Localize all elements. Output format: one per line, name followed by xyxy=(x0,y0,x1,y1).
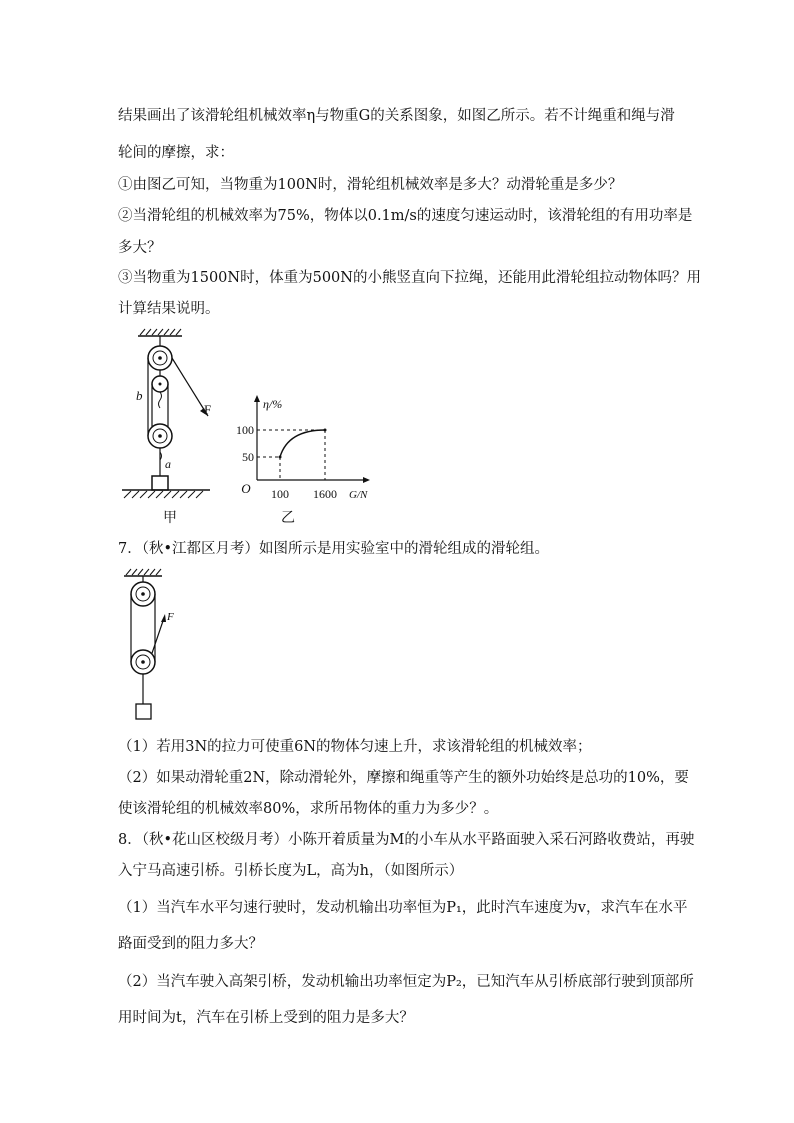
x-tick-1600: 1600 xyxy=(313,487,337,501)
x-tick-100: 100 xyxy=(271,487,289,501)
figure-yi-efficiency-graph xyxy=(228,390,378,530)
q7-part-2-line-2: 使该滑轮组的机械效率80%，求所吊物体的重力为多少？。 xyxy=(118,801,499,817)
data-point-100 xyxy=(279,456,282,459)
data-point-1600 xyxy=(324,429,327,432)
origin-label: O xyxy=(241,481,251,496)
x-axis-label: G/N xyxy=(349,489,368,501)
label-F: F xyxy=(204,402,212,417)
label-b: b xyxy=(136,388,143,403)
q6-part-2-line-1: ②当滑轮组的机械效率为75%，物体以0.1m/s的速度匀速运动时，该滑轮组的有用功率是 xyxy=(118,208,693,224)
y-axis-label: η/% xyxy=(263,397,283,411)
q7-title: 7．（秋•江都区月考）如图所示是用实验室中的滑轮组成的滑轮组。 xyxy=(118,541,550,557)
q6-text-line-2: 轮间的摩擦，求： xyxy=(118,145,234,161)
label-F-q7: F xyxy=(167,611,174,623)
q6-part-3-line-1: ③当物重为1500N时，体重为500N的小熊竖直向下拉绳，还能用此滑轮组拉动物体吗？用 xyxy=(118,270,701,286)
figure-jia-pulley-system xyxy=(118,328,218,528)
label-a: a xyxy=(165,457,171,471)
q6-part-3-line-2: 计算结果说明。 xyxy=(118,301,220,317)
q8-part-2-line-2: 用时间为t，汽车在引桥上受到的阻力是多大？ xyxy=(118,1010,414,1026)
caption-yi: 乙 xyxy=(281,511,295,526)
q8-part-1-line-1: （1）当汽车水平匀速行驶时，发动机输出功率恒为P₁，此时汽车速度为v，求汽车在水平 xyxy=(118,900,688,916)
q6-text-line-1: 结果画出了该滑轮组机械效率η与物重G的关系图象，如图乙所示。若不计绳重和绳与滑 xyxy=(118,108,675,124)
efficiency-curve xyxy=(280,430,325,457)
y-tick-50: 50 xyxy=(242,450,254,464)
q7-part-2-line-1: （2）如果动滑轮重2N，除动滑轮外，摩擦和绳重等产生的额外功始终是总功的10%，要 xyxy=(118,770,689,786)
q8-part-2-line-1: （2）当汽车驶入高架引桥，发动机输出功率恒定为P₂，已知汽车从引桥底部行驶到顶部所 xyxy=(118,974,694,990)
caption-jia: 甲 xyxy=(163,511,177,526)
q7-part-1: （1）若用3N的拉力可使重6N的物体匀速上升，求该滑轮组的机械效率； xyxy=(118,739,592,755)
q6-part-1: ①由图乙可知，当物重为100N时，滑轮组机械效率是多大？动滑轮重是多少？ xyxy=(118,177,623,193)
q8-title: 8．（秋•花山区校级月考）小陈开着质量为M的小车从水平路面驶入采石河路收费站，再驶 xyxy=(118,832,695,848)
figure-q7-pulley-system xyxy=(118,568,188,724)
q6-part-2-line-2: 多大？ xyxy=(118,240,162,256)
q8-line-2: 入宁马高速引桥。引桥长度为L，高为h，（如图所示） xyxy=(118,863,464,879)
q8-part-1-line-2: 路面受到的阻力多大？ xyxy=(118,936,263,952)
y-tick-100: 100 xyxy=(236,423,254,437)
